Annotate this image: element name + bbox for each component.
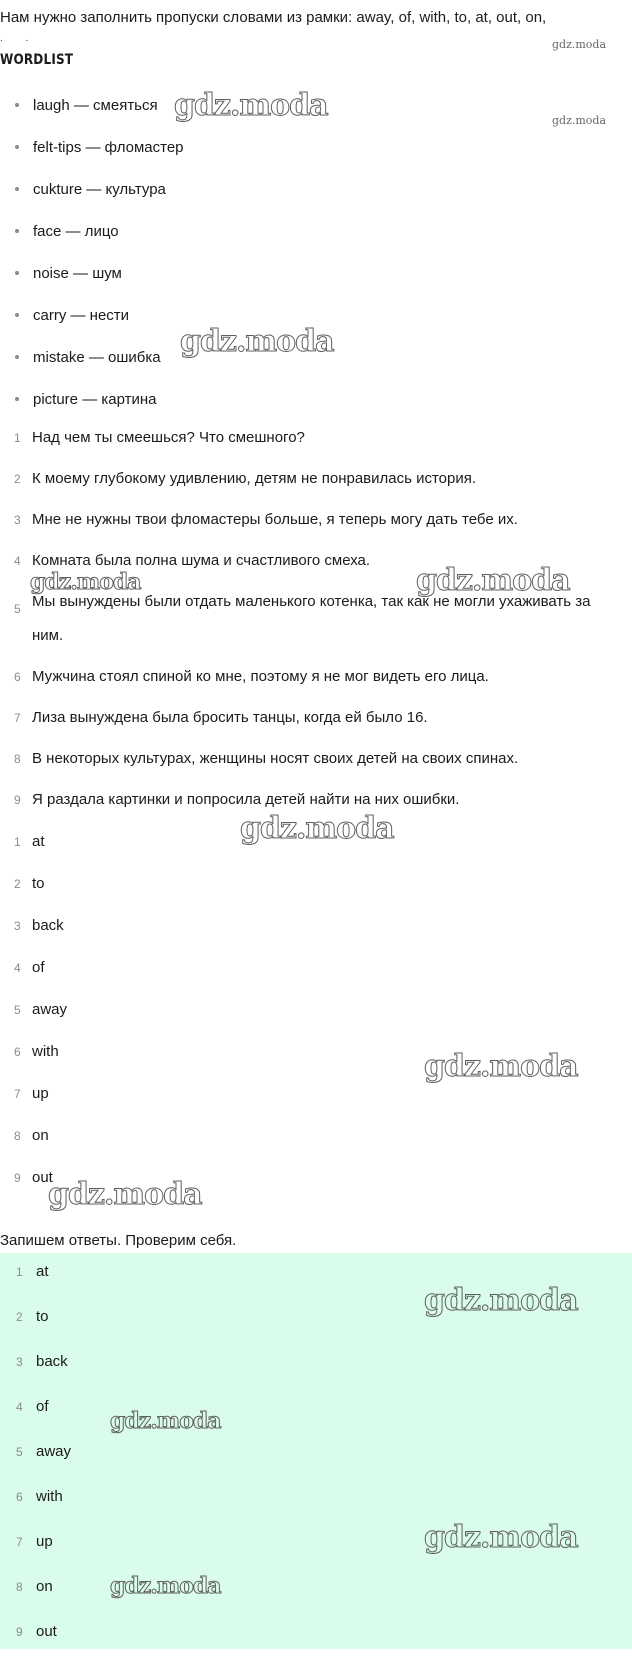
translation-text: К моему глубокому удивлению, детям не понравилась история. [32, 470, 477, 487]
bullet-icon [15, 313, 19, 317]
answer-item [0, 1084, 67, 1126]
item-number: 7 [16, 1535, 23, 1549]
bullet-icon [15, 187, 19, 191]
answer-text: away [32, 1001, 68, 1018]
item-number: 1 [14, 431, 21, 445]
item-number: 3 [14, 513, 21, 527]
wordlist-entry: felt-tips — фломастер [33, 139, 184, 156]
item-number: 7 [14, 711, 21, 725]
wordlist-entry: laugh — смеяться [33, 97, 158, 114]
watermark: gdz.moda [240, 811, 394, 846]
answer-text: on [36, 1578, 53, 1595]
wordlist-entry: carry — нести [33, 307, 130, 324]
item-number: 1 [16, 1265, 23, 1279]
item-number: 4 [14, 554, 21, 568]
item-number: 2 [14, 877, 21, 891]
answer-text: out [36, 1623, 57, 1640]
answer-item [0, 1622, 71, 1667]
item-number: 8 [14, 1129, 21, 1143]
answer-text: of [32, 959, 45, 976]
bullet-icon [15, 145, 19, 149]
answer-item [0, 1577, 71, 1622]
translation-item [0, 749, 592, 769]
watermark: gdz.moda [48, 1177, 202, 1212]
answer-text: back [36, 1353, 68, 1370]
item-number: 9 [16, 1625, 23, 1639]
item-number: 5 [16, 1445, 23, 1459]
translation-item [0, 469, 592, 489]
wordlist-entry: picture — картина [33, 391, 157, 408]
item-number: 4 [16, 1400, 23, 1414]
translation-item [0, 708, 592, 728]
watermark: gdz.moda [552, 38, 607, 51]
translation-item [0, 510, 592, 530]
intro-continuation: . . [0, 33, 39, 44]
answer-text: back [32, 917, 64, 934]
item-number: 3 [14, 919, 21, 933]
answer-item [0, 1042, 67, 1084]
answer-item [0, 916, 67, 958]
watermark: gdz.moda [416, 563, 570, 598]
watermark: gdz.moda [424, 1049, 578, 1084]
item-number: 6 [14, 1045, 21, 1059]
answer-text: up [32, 1085, 49, 1102]
wordlist-item [0, 182, 184, 224]
wordlist-entry: mistake — ошибка [33, 349, 161, 366]
bullet-icon [15, 103, 19, 107]
answer-text: out [32, 1169, 53, 1186]
bullet-icon [15, 397, 19, 401]
answer-item [0, 1262, 71, 1307]
answer-text: at [36, 1263, 49, 1280]
translation-item [0, 667, 592, 687]
translation-text: Над чем ты смеешься? Что смешного? [32, 429, 305, 446]
item-number: 9 [14, 1171, 21, 1185]
answer-text: away [36, 1443, 72, 1460]
answer-item [0, 1126, 67, 1168]
answer-text: with [36, 1488, 63, 1505]
wordlist-entry: face — лицо [33, 223, 119, 240]
translation-item [0, 428, 592, 448]
wordlist-item [0, 350, 184, 392]
answer-item [0, 1532, 71, 1577]
answer-item [0, 1442, 71, 1487]
translation-text: В некоторых культурах, женщины носят своих детей на своих спинах. [32, 750, 519, 767]
answer-text: to [36, 1308, 49, 1325]
item-number: 8 [14, 752, 21, 766]
wordlist-heading: WORDLIST [0, 52, 74, 68]
item-number: 5 [14, 1003, 21, 1017]
translation-text: Мы вынуждены были отдать маленького котенка, так как не могли ухаживать за ним. [32, 593, 591, 644]
bullet-icon [15, 229, 19, 233]
translation-text: Лиза вынуждена была бросить танцы, когда ей было 16. [32, 709, 428, 726]
wordlist-item [0, 98, 184, 140]
watermark: gdz.moda [424, 1520, 578, 1555]
answer-item [0, 874, 67, 916]
check-note: Запишем ответы. Проверим себя. [0, 1232, 237, 1249]
answer-text: on [32, 1127, 49, 1144]
watermark: gdz.moda [174, 88, 328, 123]
watermark: gdz.moda [30, 569, 141, 595]
wordlist-entry: cukture — культура [33, 181, 166, 198]
item-number: 6 [14, 670, 21, 684]
watermark: gdz.moda [552, 114, 607, 127]
item-number: 6 [16, 1490, 23, 1504]
answer-text: of [36, 1398, 49, 1415]
answer-item [0, 832, 67, 874]
watermark: gdz.moda [180, 324, 334, 359]
translation-text: Мне не нужны твои фломастеры больше, я теперь могу дать тебе их. [32, 511, 518, 528]
answer-item [0, 1397, 71, 1442]
answer-item [0, 958, 67, 1000]
item-number: 2 [14, 472, 21, 486]
answer-item [0, 1487, 71, 1532]
wordlist-entry: noise — шум [33, 265, 122, 282]
item-number: 7 [14, 1087, 21, 1101]
translation-list [0, 428, 592, 831]
translation-text: Комната была полна шума и счастливого смеха. [32, 552, 371, 569]
wordlist-item [0, 308, 184, 350]
answer-item [0, 1352, 71, 1397]
answer-text: up [36, 1533, 53, 1550]
watermark: gdz.moda [424, 1283, 578, 1318]
translation-text: Я раздала картинки и попросила детей найти на них ошибки. [32, 791, 460, 808]
watermark: gdz.moda [110, 1573, 221, 1599]
item-number: 3 [16, 1355, 23, 1369]
answer-item [0, 1000, 67, 1042]
checked-answer-list [0, 1262, 71, 1667]
item-number: 2 [16, 1310, 23, 1324]
translation-item [0, 790, 592, 810]
item-number: 9 [14, 793, 21, 807]
answer-text: at [32, 833, 45, 850]
intro-text: Нам нужно заполнить пропуски словами из рамки: away, of, with, to, at, out, on, [0, 9, 547, 26]
answer-text: to [32, 875, 45, 892]
answer-text: with [32, 1043, 59, 1060]
wordlist-item [0, 266, 184, 308]
item-number: 8 [16, 1580, 23, 1594]
answer-item [0, 1307, 71, 1352]
answer-list [0, 832, 67, 1210]
item-number: 5 [14, 602, 21, 616]
watermark: gdz.moda [110, 1408, 221, 1434]
bullet-icon [15, 271, 19, 275]
wordlist-item [0, 140, 184, 182]
bullet-icon [15, 355, 19, 359]
wordlist [0, 98, 184, 434]
wordlist-item [0, 224, 184, 266]
item-number: 1 [14, 835, 21, 849]
translation-text: Мужчина стоял спиной ко мне, поэтому я не мог видеть его лица. [32, 668, 489, 685]
item-number: 4 [14, 961, 21, 975]
